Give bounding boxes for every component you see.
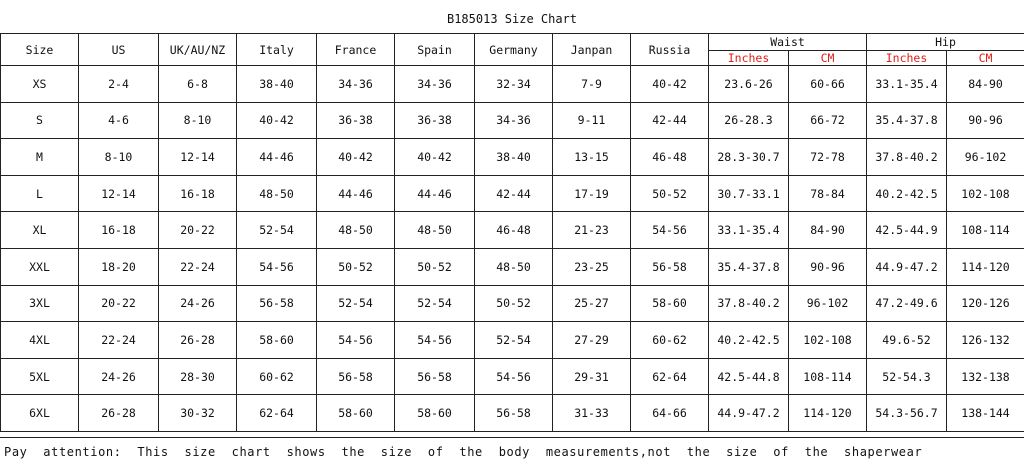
cell-waist-cm: 114-120 bbox=[789, 395, 867, 432]
cell-hip-in: 52-54.3 bbox=[867, 358, 947, 395]
cell-waist-cm: 90-96 bbox=[789, 248, 867, 285]
cell-waist-cm: 108-114 bbox=[789, 358, 867, 395]
table-row bbox=[1, 139, 1024, 176]
cell-size: XS bbox=[1, 66, 79, 103]
header-spain: Spain bbox=[395, 34, 475, 66]
cell-uk: 20-22 bbox=[159, 212, 237, 249]
header-hip-inches: Inches bbox=[867, 51, 947, 66]
cell-size: S bbox=[1, 102, 79, 139]
cell-uk: 16-18 bbox=[159, 175, 237, 212]
cell-uk: 30-32 bbox=[159, 395, 237, 432]
cell-france: 36-38 bbox=[317, 102, 395, 139]
cell-germany: 38-40 bbox=[475, 139, 553, 176]
table-row bbox=[1, 66, 1024, 103]
cell-hip-in: 44.9-47.2 bbox=[867, 248, 947, 285]
cell-france: 52-54 bbox=[317, 285, 395, 322]
cell-size: XL bbox=[1, 212, 79, 249]
cell-uk: 12-14 bbox=[159, 139, 237, 176]
header-size: Size bbox=[1, 34, 79, 66]
cell-spain: 52-54 bbox=[395, 285, 475, 322]
cell-waist-cm: 78-84 bbox=[789, 175, 867, 212]
cell-waist-in: 42.5-44.8 bbox=[709, 358, 789, 395]
table-row bbox=[1, 322, 1024, 359]
cell-us: 8-10 bbox=[79, 139, 159, 176]
cell-spain: 34-36 bbox=[395, 66, 475, 103]
cell-waist-in: 28.3-30.7 bbox=[709, 139, 789, 176]
cell-russia: 62-64 bbox=[631, 358, 709, 395]
header-waist-cm: CM bbox=[789, 51, 867, 66]
cell-size: M bbox=[1, 139, 79, 176]
cell-hip-in: 47.2-49.6 bbox=[867, 285, 947, 322]
cell-japan: 31-33 bbox=[553, 395, 631, 432]
cell-uk: 8-10 bbox=[159, 102, 237, 139]
cell-hip-cm: 102-108 bbox=[947, 175, 1024, 212]
header-hip: Hip bbox=[867, 34, 1024, 51]
cell-hip-cm: 96-102 bbox=[947, 139, 1024, 176]
cell-waist-in: 33.1-35.4 bbox=[709, 212, 789, 249]
cell-italy: 40-42 bbox=[237, 102, 317, 139]
cell-size: 6XL bbox=[1, 395, 79, 432]
cell-waist-in: 44.9-47.2 bbox=[709, 395, 789, 432]
cell-us: 20-22 bbox=[79, 285, 159, 322]
cell-hip-in: 49.6-52 bbox=[867, 322, 947, 359]
cell-france: 56-58 bbox=[317, 358, 395, 395]
cell-italy: 52-54 bbox=[237, 212, 317, 249]
cell-japan: 13-15 bbox=[553, 139, 631, 176]
cell-japan: 25-27 bbox=[553, 285, 631, 322]
cell-uk: 24-26 bbox=[159, 285, 237, 322]
cell-waist-in: 30.7-33.1 bbox=[709, 175, 789, 212]
cell-us: 2-4 bbox=[79, 66, 159, 103]
table-row bbox=[1, 212, 1024, 249]
cell-hip-cm: 114-120 bbox=[947, 248, 1024, 285]
cell-germany: 52-54 bbox=[475, 322, 553, 359]
cell-waist-cm: 60-66 bbox=[789, 66, 867, 103]
cell-us: 26-28 bbox=[79, 395, 159, 432]
cell-spain: 36-38 bbox=[395, 102, 475, 139]
cell-size: L bbox=[1, 175, 79, 212]
cell-italy: 54-56 bbox=[237, 248, 317, 285]
cell-hip-cm: 126-132 bbox=[947, 322, 1024, 359]
cell-size: 5XL bbox=[1, 358, 79, 395]
cell-france: 50-52 bbox=[317, 248, 395, 285]
cell-russia: 56-58 bbox=[631, 248, 709, 285]
cell-france: 34-36 bbox=[317, 66, 395, 103]
cell-germany: 56-58 bbox=[475, 395, 553, 432]
cell-japan: 7-9 bbox=[553, 66, 631, 103]
cell-italy: 62-64 bbox=[237, 395, 317, 432]
cell-france: 40-42 bbox=[317, 139, 395, 176]
attention-note: Pay attention: This size chart shows the size of the body measurements,not the size of the shaperwear bbox=[0, 437, 1024, 465]
table-row bbox=[1, 102, 1024, 139]
cell-uk: 28-30 bbox=[159, 358, 237, 395]
cell-size: 4XL bbox=[1, 322, 79, 359]
cell-hip-in: 54.3-56.7 bbox=[867, 395, 947, 432]
cell-hip-cm: 132-138 bbox=[947, 358, 1024, 395]
cell-waist-in: 40.2-42.5 bbox=[709, 322, 789, 359]
header-us: US bbox=[79, 34, 159, 66]
header-italy: Italy bbox=[237, 34, 317, 66]
cell-us: 4-6 bbox=[79, 102, 159, 139]
cell-italy: 56-58 bbox=[237, 285, 317, 322]
cell-waist-cm: 96-102 bbox=[789, 285, 867, 322]
cell-germany: 42-44 bbox=[475, 175, 553, 212]
cell-us: 22-24 bbox=[79, 322, 159, 359]
cell-japan: 23-25 bbox=[553, 248, 631, 285]
cell-germany: 32-34 bbox=[475, 66, 553, 103]
cell-italy: 58-60 bbox=[237, 322, 317, 359]
cell-us: 24-26 bbox=[79, 358, 159, 395]
cell-waist-in: 37.8-40.2 bbox=[709, 285, 789, 322]
cell-spain: 58-60 bbox=[395, 395, 475, 432]
cell-spain: 40-42 bbox=[395, 139, 475, 176]
cell-germany: 34-36 bbox=[475, 102, 553, 139]
cell-hip-in: 37.8-40.2 bbox=[867, 139, 947, 176]
header-japan: Janpan bbox=[553, 34, 631, 66]
cell-russia: 50-52 bbox=[631, 175, 709, 212]
cell-waist-cm: 66-72 bbox=[789, 102, 867, 139]
table-row bbox=[1, 285, 1024, 322]
header-russia: Russia bbox=[631, 34, 709, 66]
cell-uk: 22-24 bbox=[159, 248, 237, 285]
cell-waist-in: 35.4-37.8 bbox=[709, 248, 789, 285]
cell-waist-in: 23.6-26 bbox=[709, 66, 789, 103]
cell-germany: 50-52 bbox=[475, 285, 553, 322]
header-row bbox=[1, 34, 1024, 51]
cell-hip-cm: 108-114 bbox=[947, 212, 1024, 249]
cell-spain: 56-58 bbox=[395, 358, 475, 395]
cell-russia: 42-44 bbox=[631, 102, 709, 139]
cell-waist-cm: 72-78 bbox=[789, 139, 867, 176]
header-france: France bbox=[317, 34, 395, 66]
table-row bbox=[1, 358, 1024, 395]
cell-italy: 48-50 bbox=[237, 175, 317, 212]
cell-russia: 54-56 bbox=[631, 212, 709, 249]
cell-france: 54-56 bbox=[317, 322, 395, 359]
cell-uk: 6-8 bbox=[159, 66, 237, 103]
cell-russia: 40-42 bbox=[631, 66, 709, 103]
cell-france: 58-60 bbox=[317, 395, 395, 432]
cell-spain: 48-50 bbox=[395, 212, 475, 249]
table-row bbox=[1, 175, 1024, 212]
cell-spain: 54-56 bbox=[395, 322, 475, 359]
cell-hip-in: 35.4-37.8 bbox=[867, 102, 947, 139]
cell-russia: 60-62 bbox=[631, 322, 709, 359]
cell-hip-in: 33.1-35.4 bbox=[867, 66, 947, 103]
size-chart-table bbox=[0, 33, 1024, 432]
cell-italy: 60-62 bbox=[237, 358, 317, 395]
cell-us: 12-14 bbox=[79, 175, 159, 212]
cell-germany: 46-48 bbox=[475, 212, 553, 249]
cell-russia: 46-48 bbox=[631, 139, 709, 176]
table-row bbox=[1, 395, 1024, 432]
cell-hip-cm: 90-96 bbox=[947, 102, 1024, 139]
cell-waist-in: 26-28.3 bbox=[709, 102, 789, 139]
cell-france: 44-46 bbox=[317, 175, 395, 212]
header-waist-inches: Inches bbox=[709, 51, 789, 66]
cell-japan: 27-29 bbox=[553, 322, 631, 359]
cell-us: 18-20 bbox=[79, 248, 159, 285]
header-uk: UK/AU/NZ bbox=[159, 34, 237, 66]
cell-japan: 29-31 bbox=[553, 358, 631, 395]
cell-spain: 50-52 bbox=[395, 248, 475, 285]
cell-russia: 58-60 bbox=[631, 285, 709, 322]
cell-spain: 44-46 bbox=[395, 175, 475, 212]
cell-italy: 38-40 bbox=[237, 66, 317, 103]
cell-size: XXL bbox=[1, 248, 79, 285]
header-germany: Germany bbox=[475, 34, 553, 66]
cell-germany: 54-56 bbox=[475, 358, 553, 395]
cell-uk: 26-28 bbox=[159, 322, 237, 359]
cell-waist-cm: 102-108 bbox=[789, 322, 867, 359]
cell-hip-cm: 84-90 bbox=[947, 66, 1024, 103]
cell-size: 3XL bbox=[1, 285, 79, 322]
cell-hip-in: 40.2-42.5 bbox=[867, 175, 947, 212]
cell-japan: 21-23 bbox=[553, 212, 631, 249]
header-hip-cm: CM bbox=[947, 51, 1024, 66]
cell-us: 16-18 bbox=[79, 212, 159, 249]
cell-italy: 44-46 bbox=[237, 139, 317, 176]
cell-japan: 17-19 bbox=[553, 175, 631, 212]
cell-hip-in: 42.5-44.9 bbox=[867, 212, 947, 249]
cell-france: 48-50 bbox=[317, 212, 395, 249]
cell-hip-cm: 138-144 bbox=[947, 395, 1024, 432]
cell-germany: 48-50 bbox=[475, 248, 553, 285]
table-row bbox=[1, 248, 1024, 285]
cell-waist-cm: 84-90 bbox=[789, 212, 867, 249]
chart-title: B185013 Size Chart bbox=[446, 12, 578, 26]
cell-hip-cm: 120-126 bbox=[947, 285, 1024, 322]
header-waist: Waist bbox=[709, 34, 867, 51]
cell-russia: 64-66 bbox=[631, 395, 709, 432]
cell-japan: 9-11 bbox=[553, 102, 631, 139]
